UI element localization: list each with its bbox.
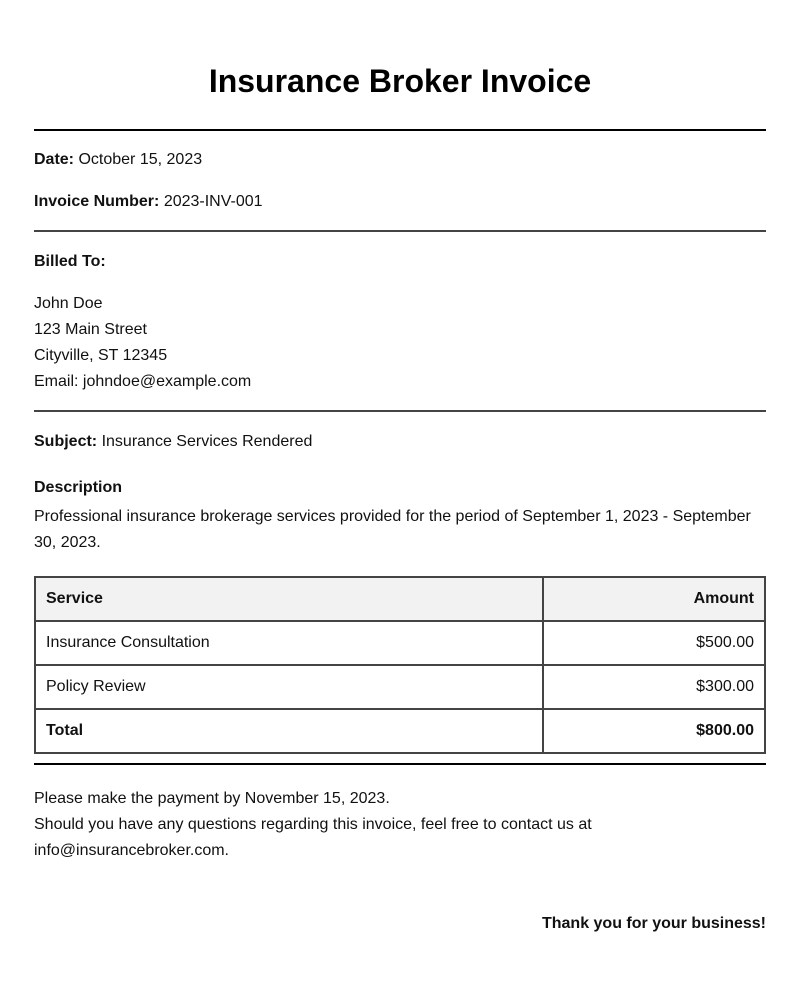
subject-value: Insurance Services Rendered [101, 433, 313, 450]
footer-divider [34, 763, 766, 765]
service-cell: Insurance Consultation [35, 621, 543, 665]
customer-email: Email: johndoe@example.com [34, 373, 252, 390]
customer-name: John Doe [34, 295, 103, 312]
services-table [34, 576, 766, 754]
invoice-page [34, 0, 766, 933]
payment-note: Please make the payment by November 15, 2023. [34, 790, 390, 807]
header-divider [34, 230, 766, 232]
total-label: Total [35, 709, 543, 753]
description-label: Description [34, 479, 123, 496]
invoice-title: Insurance Broker Invoice [208, 63, 592, 99]
invoice-number-value: 2023-INV-001 [163, 193, 263, 210]
contact-note: Should you have any questions regarding this invoice, feel free to contact us at [34, 816, 592, 833]
service-column-header: Service [35, 577, 543, 621]
table-row [35, 665, 765, 709]
billing-divider [34, 410, 766, 412]
table-row [35, 621, 765, 665]
date-line [34, 150, 766, 170]
customer-street: 123 Main Street [34, 321, 147, 338]
subject-label: Subject: [34, 433, 98, 450]
customer-city: Cityville, ST 12345 [34, 347, 168, 364]
amount-column-header: Amount [543, 577, 765, 621]
contact-email: info@insurancebroker.com. [34, 842, 229, 859]
total-row [35, 709, 765, 753]
invoice-number-line [34, 192, 766, 212]
description-text: Professional insurance brokerage services provided for the period of September 1, 2023 - September 30, 2023. [34, 508, 751, 551]
invoice-number-label: Invoice Number: [34, 193, 160, 210]
footer-notes [34, 786, 766, 864]
date-value: October 15, 2023 [78, 151, 203, 168]
amount-cell: $300.00 [543, 665, 765, 709]
subject-line [34, 432, 766, 452]
table-header-row [35, 577, 765, 621]
total-amount: $800.00 [543, 709, 765, 753]
billed-to-address [34, 291, 766, 395]
thank-you-note: Thank you for your business! [541, 915, 766, 932]
billed-to-label: Billed To: [34, 253, 106, 270]
date-label: Date: [34, 151, 75, 168]
service-cell: Policy Review [35, 665, 543, 709]
title-divider [34, 129, 766, 131]
amount-cell: $500.00 [543, 621, 765, 665]
